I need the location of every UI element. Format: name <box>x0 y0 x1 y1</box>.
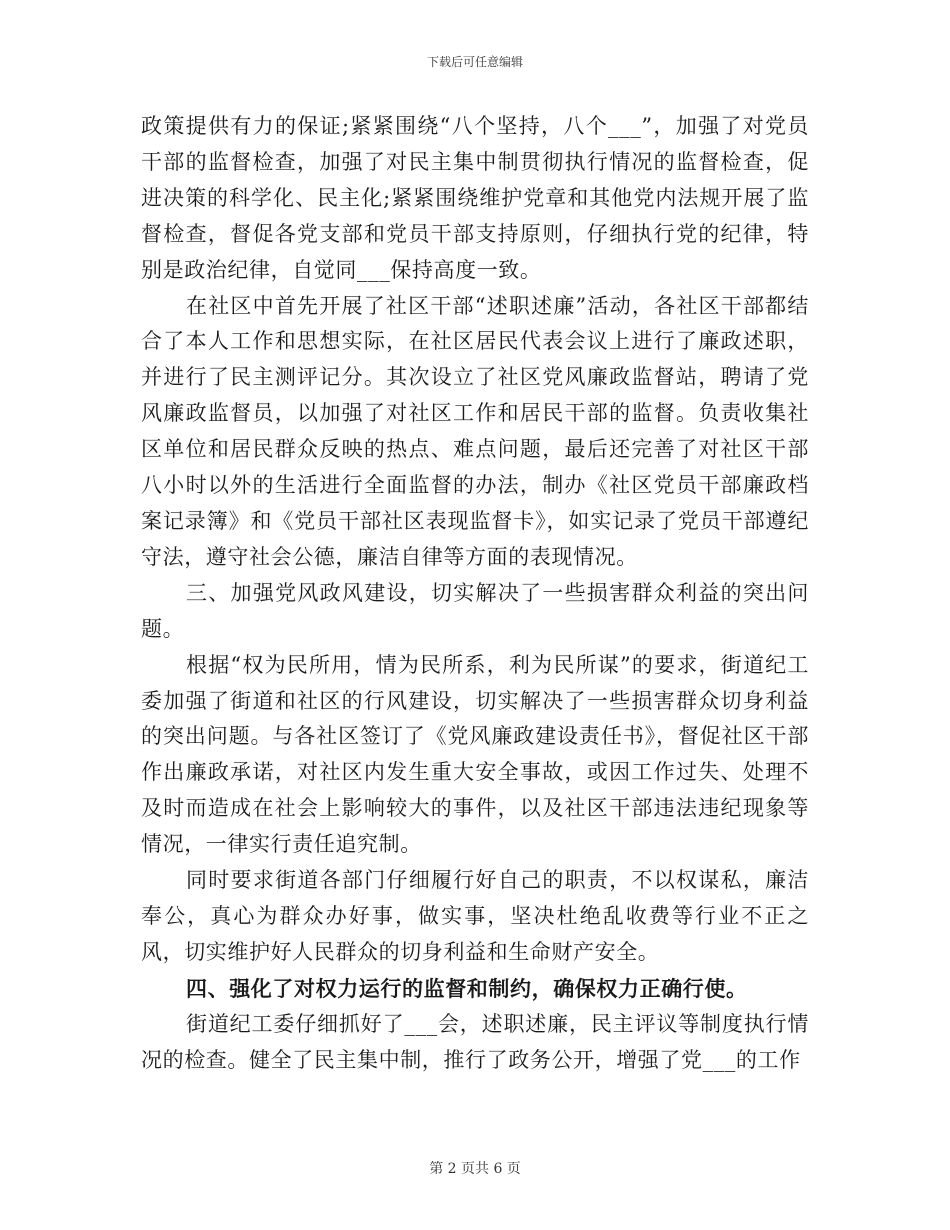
page-number-footer: 第 2 页共 6 页 <box>429 1161 521 1177</box>
paragraph-4: 根据“权为民所用，情为民所系，利为民所谋”的要求，街道纪工委加强了街道和社区的行风建设，切实解决了一些损害群众切身利益的突出问题。与各社区签订了《党风廉政建设责任书》，督促社区干部作出廉政承诺，对社区内发生重大安全事故，或因工作过失、处理不及时而造成在社会上影响较大的事件，以及社区干部违法违纪现象等情况，一律实行责任追究制。 <box>141 652 809 857</box>
page-header: 下载后可任意编辑 <box>426 55 523 69</box>
paragraph-2: 在社区中首先开展了社区干部“述职述廉”活动，各社区干部都结合了本人工作和思想实际，在社区居民代表会议上进行了廉政述职，并进行了民主测评记分。其次设立了社区党风廉政监督站，聘请了党风廉政监督员，以加强了对社区工作和居民干部的监督。负责收集社区单位和居民群众反映的热点、难点问题，最后还完善了对社区干部八小时以外的生活进行全面监督的办法，制办《社区党员干部廉政档案记录簿》和《党员干部社区表现监督卡》，如实记录了党员干部遵纪守法，遵守社会公德，廉洁自律等方面的表现情况。 <box>141 293 809 569</box>
paragraph-1: 政策提供有力的保证;紧紧围绕“八个坚持，八个___”，加强了对党员干部的监督检查，加强了对民主集中制贯彻执行情况的监督检查，促进决策的科学化、民主化;紧紧围绕维护党章和其他党内法规开展了监督检查，督促各党支部和党员干部支持原则，仔细执行党的纪律，特别是政治纪律，自觉同___保持高度一致。 <box>141 114 809 282</box>
document-body <box>141 109 809 1078</box>
paragraph-7: 街道纪工委仔细抓好了___会，述职述廉，民主评议等制度执行情况的检查。健全了民主集中制，推行了政务公开，增强了党___的工作 <box>141 1011 809 1072</box>
section-heading-3: 三、加强党风政风建设，切实解决了一些损害群众利益的突出问题。 <box>141 580 809 641</box>
paragraph-5: 同时要求街道各部门仔细履行好自己的职责，不以权谋私，廉洁奉公，真心为群众办好事，做实事，坚决杜绝乱收费等行业不正之风，切实维护好人民群众的切身利益和生命财产安全。 <box>141 868 809 964</box>
section-heading-4: 四、强化了对权力运行的监督和制约，确保权力正确行使。 <box>186 975 748 1001</box>
